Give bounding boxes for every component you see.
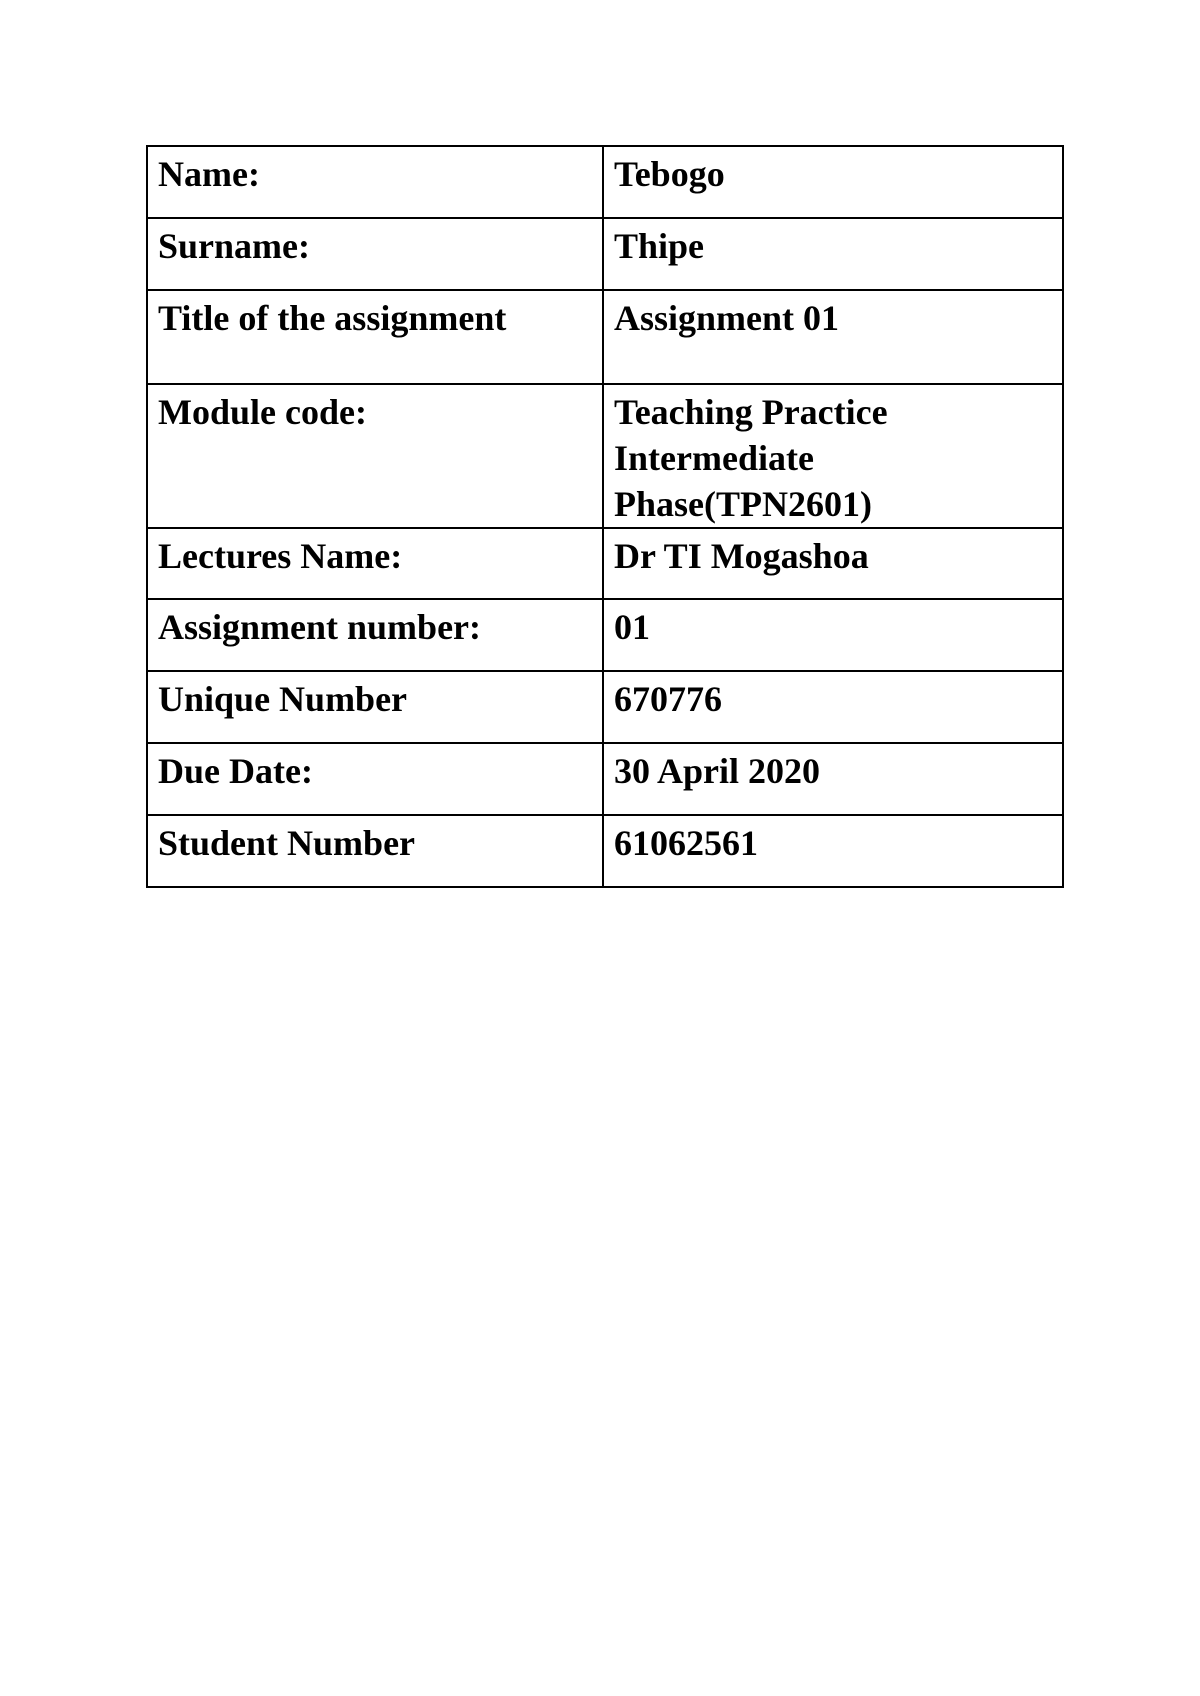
table-row-student-number xyxy=(147,815,1063,887)
surname-value: Thipe xyxy=(603,218,1063,290)
assignment-title-value: Assignment 01 xyxy=(603,290,1063,384)
cover-details-table xyxy=(146,145,1064,888)
unique-number-label: Unique Number xyxy=(147,671,603,743)
surname-label: Surname: xyxy=(147,218,603,290)
student-number-value: 61062561 xyxy=(603,815,1063,887)
student-number-label: Student Number xyxy=(147,815,603,887)
assignment-number-value: 01 xyxy=(603,599,1063,671)
name-value: Tebogo xyxy=(603,146,1063,218)
table-row-surname xyxy=(147,218,1063,290)
due-date-label: Due Date: xyxy=(147,743,603,815)
table-row-assignment-number xyxy=(147,599,1063,671)
table-row-assignment-title xyxy=(147,290,1063,384)
assignment-number-label: Assignment number: xyxy=(147,599,603,671)
table-row-unique-number xyxy=(147,671,1063,743)
due-date-value: 30 April 2020 xyxy=(603,743,1063,815)
lecturer-name-label: Lectures Name: xyxy=(147,528,603,599)
module-code-value: Teaching Practice Intermediate Phase(TPN2601) xyxy=(603,384,1063,528)
table-row-due-date xyxy=(147,743,1063,815)
unique-number-value: 670776 xyxy=(603,671,1063,743)
table-row-lecturer-name xyxy=(147,528,1063,599)
assignment-title-label: Title of the assignment xyxy=(147,290,603,384)
table-row-module-code xyxy=(147,384,1063,528)
name-label: Name: xyxy=(147,146,603,218)
table-row-name xyxy=(147,146,1063,218)
lecturer-name-value: Dr TI Mogashoa xyxy=(603,528,1063,599)
module-code-label: Module code: xyxy=(147,384,603,528)
